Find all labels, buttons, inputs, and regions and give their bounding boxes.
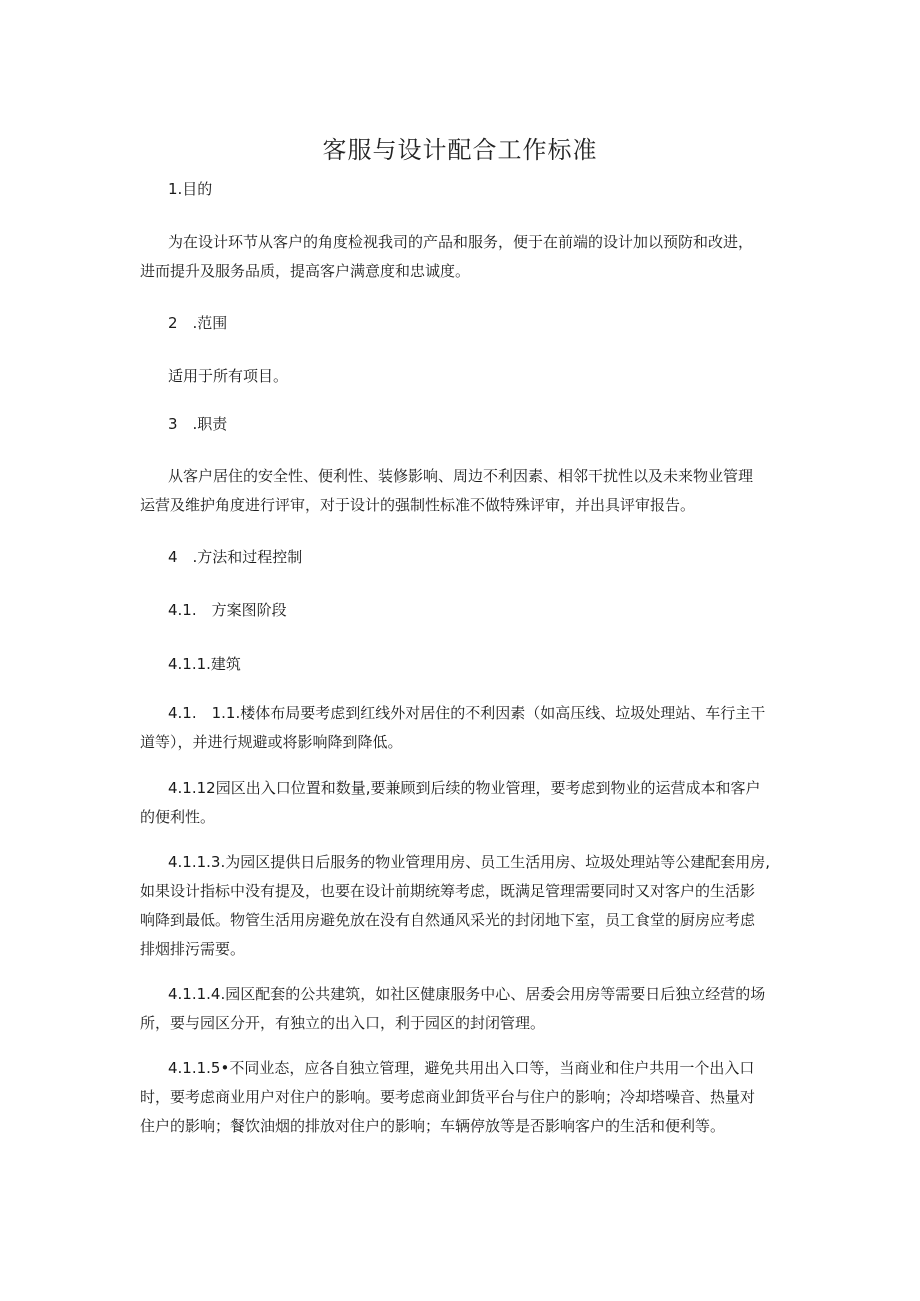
heading-text: 2 .范围 xyxy=(168,314,228,332)
paragraph-scope xyxy=(168,362,784,391)
section-heading-duties xyxy=(168,410,784,439)
heading-text: 4 .方法和过程控制 xyxy=(168,548,303,566)
paragraph-line: 时，要考虑商业用户对住户的影响。要考虑商业卸货平台与住户的影响；冷却塔噪音、热量对 xyxy=(140,1088,756,1106)
heading-text: 3 .职责 xyxy=(168,415,228,433)
heading-text: 1.目的 xyxy=(168,180,213,198)
paragraph-4-1-1-2 xyxy=(140,774,784,832)
paragraph-line: 响降到最低。物管生活用房避免放在没有自然通风采光的封闭地下室，员工食堂的厨房应考虑 xyxy=(140,911,756,929)
paragraph-duties xyxy=(140,462,784,520)
section-heading-4-1 xyxy=(168,596,784,625)
paragraph-line: 排烟排污需要。 xyxy=(140,940,246,958)
paragraph-line: 4.1.1.4.园区配套的公共建筑，如社区健康服务中心、居委会用房等需要日后独立经营的场 xyxy=(168,985,766,1003)
paragraph-line: 适用于所有项目。 xyxy=(168,367,289,385)
document-title: 客服与设计配合工作标准 xyxy=(322,136,598,164)
paragraph-line: 从客户居住的安全性、便利性、装修影响、周边不利因素、相邻干扰性以及未来物业管理 xyxy=(168,467,754,485)
paragraph-line: 4.1. 1.1.楼体布局要考虑到红线外对居住的不利因素（如高压线、垃圾处理站、车行主干 xyxy=(168,704,766,722)
paragraph-4-1-1-1 xyxy=(140,699,784,757)
heading-text: 4.1. 方案图阶段 xyxy=(168,601,287,619)
paragraph-line: 运营及维护角度进行评审，对于设计的强制性标准不做特殊评审，并出具评审报告。 xyxy=(140,496,696,514)
paragraph-4-1-1-5 xyxy=(140,1054,784,1141)
section-heading-purpose xyxy=(168,175,784,204)
paragraph-line: 所，要与园区分开，有独立的出入口，利于园区的封闭管理。 xyxy=(140,1014,546,1032)
paragraph-4-1-1-3 xyxy=(140,848,784,964)
paragraph-line: 进而提升及服务品质，提高客户满意度和忠诚度。 xyxy=(140,262,471,280)
paragraph-purpose xyxy=(140,228,784,286)
paragraph-line: 4.1.1.3.为园区提供日后服务的物业管理用房、员工生活用房、垃圾处理站等公建配套用房, xyxy=(168,853,771,871)
paragraph-line: 道等），并进行规避或将影响降到降低。 xyxy=(140,733,403,751)
paragraph-line: 的便利性。 xyxy=(140,808,216,826)
paragraph-line: 4.1.12园区出入口位置和数量,要兼顾到后续的物业管理，要考虑到物业的运营成本和客户 xyxy=(168,779,761,797)
paragraph-line: 为在设计环节从客户的角度检视我司的产品和服务，便于在前端的设计加以预防和改进， xyxy=(168,233,754,251)
paragraph-4-1-1-4 xyxy=(140,980,784,1038)
section-heading-4-1-1 xyxy=(168,650,784,679)
paragraph-line: 住户的影响；餐饮油烟的排放对住户的影响；车辆停放等是否影响客户的生活和便利等。 xyxy=(140,1117,726,1135)
section-heading-scope xyxy=(168,309,784,338)
paragraph-line: 4.1.1.5•不同业态，应各自独立管理，避免共用出入口等，当商业和住户共用一个出入口 xyxy=(168,1059,755,1077)
heading-text: 4.1.1.建筑 xyxy=(168,655,241,673)
paragraph-line: 如果设计指标中没有提及，也要在设计前期统筹考虑，既满足管理需要同时又对客户的生活影 xyxy=(140,882,756,900)
section-heading-method xyxy=(168,543,784,572)
